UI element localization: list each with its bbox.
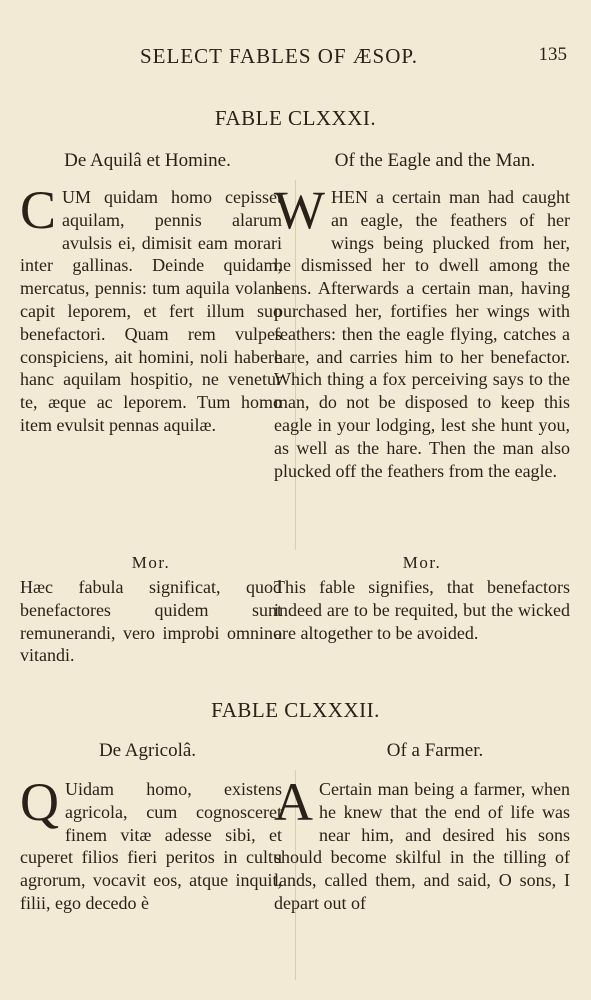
- english-moral-label-181: Mor.: [402, 553, 442, 572]
- latin-text-182: [20, 772, 282, 915]
- english-body-181: HEN a certain man had caught an eagle, the feathers of her wings being plucked from her, he dismissed her to dwell among the hens. Afterwards a certain man, having purchased her, fortifies her wings with feathers: then the eagle flying, catches a hare, and carries him to her benefactor. Which thing a fox perceiving says to the man, do not be disposed to keep this eagle in your lodging, lest she hunt you, as well as the hare. Then the man also plucked off the feathers from the eagle.: [274, 187, 570, 481]
- latin-dropcap-181: C: [20, 180, 57, 240]
- page-number: 135: [538, 44, 567, 65]
- latin-heading-181: De Aquilâ et Homine.: [64, 150, 231, 171]
- running-title: SELECT FABLES OF ÆSOP.: [140, 44, 418, 68]
- latin-body-181: UM quidam homo cepisset aquilam, pennis alarum avulsis ei, dimisit eam morari inter gallinas. Deinde quidam, mercatus, pennis: tum aquila volans capit leporem, et fert illum suo benefactori. Quam rem vulpes conspiciens, ait homini, noli habere hanc aquilam hospitio, ne venetur te, æque ac leporem. Tum homo item evulsit pennas aquilæ.: [20, 187, 282, 435]
- english-heading-181: Of the Eagle and the Man.: [334, 150, 536, 171]
- english-body-182: Certain man being a farmer, when he knew that the end of life was near him, and desired his sons should become skilful in the tilling of lands, called them, and said, O sons, I depart out of: [274, 779, 570, 913]
- latin-dropcap-182: Q: [20, 772, 59, 832]
- latin-text-181: [20, 180, 282, 437]
- english-dropcap-181: W: [274, 180, 325, 240]
- fable-181-title: FABLE CLXXXI.: [214, 106, 377, 130]
- english-heading-182: Of a Farmer.: [386, 740, 484, 761]
- english-text-181: [274, 180, 570, 482]
- fable-182-title: FABLE CLXXXII.: [211, 698, 380, 722]
- running-header: [0, 44, 591, 74]
- english-text-182: [274, 772, 570, 915]
- latin-moral-label-181: Mor.: [131, 553, 171, 572]
- latin-body-182: Uidam homo, existens agricola, cum cognosceret finem vitæ adesse sibi, et cuperet filios fieri peritos in cultu agrorum, vocavit eos, atque inquit, filii, ego decedo è: [20, 779, 282, 913]
- english-dropcap-182: A: [274, 772, 313, 832]
- english-moral-181: This fable signifies, that benefactors indeed are to be requited, but the wicked are altogether to be avoided.: [274, 577, 570, 643]
- latin-heading-182: De Agricolâ.: [98, 740, 197, 761]
- latin-moral-181: Hæc fabula significat, quod benefactores quidem sunt remunerandi, vero improbi omnino vitandi.: [20, 577, 282, 666]
